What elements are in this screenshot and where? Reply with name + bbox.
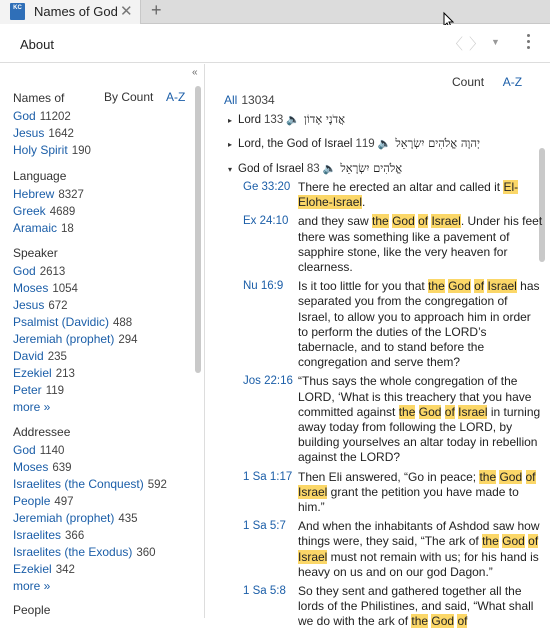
list-item[interactable]: Peter 119 <box>13 383 65 397</box>
list-item[interactable]: Jeremiah (prophet) 435 <box>13 511 138 525</box>
add-tab-button[interactable]: + <box>151 0 162 20</box>
highlighted-term: of <box>444 404 455 419</box>
verse-text <box>298 374 543 465</box>
close-icon[interactable]: ✕ <box>120 3 133 20</box>
hebrew-text: אֱלֹהִים יִשְׂרָאֵל <box>340 161 403 175</box>
speaker-icon[interactable]: 🔈 <box>322 163 337 175</box>
speaker-icon[interactable]: 🔈 <box>377 138 392 150</box>
verse-row <box>243 374 543 465</box>
verse-text <box>298 214 543 275</box>
node-count: 119 <box>355 138 375 150</box>
verse-reference-link[interactable]: Ge 33:20 <box>243 181 291 193</box>
panel-toolbar <box>0 25 550 63</box>
list-item[interactable]: Holy Spirit 190 <box>13 143 91 157</box>
back-icon[interactable]: 〈 <box>448 36 464 53</box>
tree-node-lord-god-of-israel[interactable] <box>228 136 480 150</box>
verse-row <box>243 584 543 630</box>
hebrew-text: אֲדֹנָי אָדוֹן <box>303 112 346 126</box>
highlighted-term: El-Elohe-Israel <box>298 180 519 210</box>
more-link[interactable]: more » <box>13 400 51 414</box>
section-language <box>13 169 84 237</box>
verse-reference-link[interactable]: 1 Sa 1:17 <box>243 470 293 483</box>
highlighted-term: God <box>448 279 471 294</box>
verse-row <box>243 470 543 516</box>
all-label: All <box>224 93 238 107</box>
list-item[interactable]: Jesus 1642 <box>13 126 74 140</box>
verse-text <box>298 470 543 516</box>
list-item[interactable]: Israelites (the Exodus) 360 <box>13 545 156 559</box>
verse-text <box>298 519 543 580</box>
verse-reference-link[interactable]: 1 Sa 5:7 <box>243 520 286 533</box>
all-count: 13034 <box>241 93 275 107</box>
verse-reference-link[interactable]: Ex 24:10 <box>243 215 289 228</box>
tab-title: Names of God <box>34 4 118 19</box>
highlighted-term: God <box>499 469 523 484</box>
sort-by-count[interactable]: By Count <box>104 90 154 104</box>
highlighted-term: of <box>528 534 539 549</box>
verse-text-segment: and they saw <box>298 214 373 229</box>
expand-arrow-icon[interactable]: ▸ <box>228 116 233 125</box>
verse-text-segment <box>522 470 525 484</box>
section-people <box>13 603 50 620</box>
verse-row <box>243 519 543 580</box>
highlighted-term: Israel <box>458 404 488 419</box>
list-item[interactable]: God 1140 <box>13 443 65 457</box>
section-heading: Speaker <box>13 246 58 260</box>
history-dropdown-icon[interactable]: ▼ <box>491 37 500 47</box>
list-item[interactable]: Moses 1054 <box>13 281 78 295</box>
list-item[interactable]: God 2613 <box>13 264 66 278</box>
sort-a-z[interactable]: A-Z <box>502 75 523 89</box>
collapse-sidebar-icon[interactable]: « <box>192 67 198 78</box>
highlighted-term: the <box>482 534 499 549</box>
sort-by-count[interactable]: Count <box>452 75 485 89</box>
verse-reference-link[interactable]: Jos 22:16 <box>243 375 293 388</box>
verse-list <box>243 180 543 634</box>
verse-reference-link[interactable]: Nu 16:9 <box>243 280 284 293</box>
highlighted-term: of <box>525 469 536 484</box>
section-heading: Names of <box>13 91 65 105</box>
all-results-row[interactable] <box>224 93 275 107</box>
verse-row <box>243 214 543 275</box>
verse-text-segment: Then Eli answered, “Go in peace; <box>298 469 480 484</box>
collapse-arrow-icon[interactable]: ▾ <box>228 165 233 174</box>
list-item[interactable]: Ezekiel 342 <box>13 562 75 576</box>
verse-text-segment: has separated you from the congregation of Israel, to allow you to approach him in order to perform the duties of the LORD’s tabernacle, and to stand before the congregation and serve them? <box>298 279 540 370</box>
list-item[interactable]: Aramaic 18 <box>13 221 74 235</box>
list-item[interactable]: Greek 4689 <box>13 204 76 218</box>
section-speaker <box>13 246 138 416</box>
more-link[interactable]: more » <box>13 579 51 593</box>
highlighted-term: the <box>479 469 497 484</box>
results-panel <box>206 64 550 629</box>
list-item[interactable]: Psalmist (Davidic) 488 <box>13 315 133 329</box>
node-label: God of Israel <box>238 163 304 175</box>
tree-node-god-of-israel[interactable] <box>228 161 402 175</box>
highlighted-term: of <box>457 614 468 629</box>
speaker-icon[interactable]: 🔈 <box>286 114 300 126</box>
highlighted-term: of <box>474 279 485 294</box>
node-count: 133 <box>264 114 284 126</box>
list-item[interactable]: David 235 <box>13 349 67 363</box>
verse-text-segment: “Thus says the whole congregation of the LORD, ‘What is this treachery that you have committed against <box>298 374 532 419</box>
list-item[interactable]: Israelites (the Conquest) 592 <box>13 477 167 491</box>
highlighted-term: the <box>372 214 389 229</box>
section-names-of <box>13 91 91 159</box>
highlighted-term: God <box>392 214 415 229</box>
facet-sidebar <box>0 64 205 618</box>
list-item[interactable]: Israelites 366 <box>13 528 85 542</box>
highlighted-term: the <box>428 279 445 294</box>
about-button[interactable]: About <box>20 37 54 52</box>
forward-icon[interactable]: 〉 <box>469 36 485 53</box>
section-heading: People <box>13 603 51 617</box>
verse-text-segment: . <box>362 195 366 210</box>
expand-arrow-icon[interactable]: ▸ <box>228 140 233 149</box>
results-sort <box>452 75 522 89</box>
list-item[interactable]: Ezekiel 213 <box>13 366 75 380</box>
section-addressee <box>13 425 167 595</box>
verse-text-segment: Is it too little for you that <box>298 279 429 294</box>
sort-a-z[interactable]: A-Z <box>166 90 186 104</box>
verse-text <box>298 180 543 210</box>
list-item[interactable]: Jesus 672 <box>13 298 68 312</box>
section-heading: Language <box>13 169 67 183</box>
highlighted-term: the <box>411 614 429 629</box>
verse-row <box>243 279 543 370</box>
verse-text <box>298 279 543 370</box>
verse-text-segment: . Under his feet there was something like a pavement of sapphire stone, like the very heaven for clearness. <box>298 214 543 275</box>
verse-reference-link[interactable]: 1 Sa 5:8 <box>243 585 286 598</box>
verse-text-segment: So they sent and gathered together all the lords of the Philistines, and said, “What shall we do with the ark of <box>298 584 534 629</box>
node-count: 83 <box>306 163 320 175</box>
list-item[interactable]: Jeremiah (prophet) 294 <box>13 332 138 346</box>
hebrew-text: יְהוָה אֱלֹהִים יִשְׂרָאֵל <box>395 136 481 150</box>
tab-bar <box>0 0 550 24</box>
more-menu-icon[interactable] <box>527 34 531 52</box>
verse-row <box>243 180 543 210</box>
verse-text-segment: must not remain with us; for his hand is heavy on us and on our god Dagon.” <box>298 549 539 579</box>
highlighted-term: Israel <box>487 279 517 294</box>
sidebar-sort <box>104 90 185 104</box>
list-item[interactable]: Moses 639 <box>13 460 72 474</box>
list-item[interactable]: God 11202 <box>13 109 71 123</box>
highlighted-term: of <box>418 214 429 229</box>
tree-node-lord[interactable] <box>228 112 345 126</box>
app-logo-icon <box>10 3 25 20</box>
verse-text-segment: And when the inhabitants of Ashdod saw how things were, they said, “The ark of <box>298 519 540 549</box>
verse-text-segment: in turning away today from following the LORD, by building yourselves an altar today in rebellion against the LORD? <box>298 404 541 465</box>
highlighted-term: God <box>418 404 442 419</box>
tab-names-of-god[interactable] <box>0 0 141 24</box>
verse-text-segment: There he erected an altar and called it <box>298 180 504 194</box>
list-item[interactable]: People 497 <box>13 494 74 508</box>
highlighted-term: God <box>502 534 525 549</box>
app-logo-text: KC <box>13 5 22 11</box>
highlighted-term: Israel <box>431 214 461 229</box>
section-heading: Addressee <box>13 425 71 439</box>
verse-text <box>298 584 543 630</box>
highlighted-term: the <box>398 404 416 419</box>
highlighted-term: Israel <box>298 549 328 564</box>
list-item[interactable]: Hebrew 8327 <box>13 187 84 201</box>
highlighted-term: God <box>431 614 455 629</box>
node-label: Lord <box>238 114 262 126</box>
node-label: Lord, the God of Israel <box>238 138 353 150</box>
verse-text-segment: grant the petition you have made to him.” <box>298 484 519 515</box>
sidebar-scrollbar[interactable] <box>195 86 201 373</box>
highlighted-term: Israel <box>298 484 328 499</box>
